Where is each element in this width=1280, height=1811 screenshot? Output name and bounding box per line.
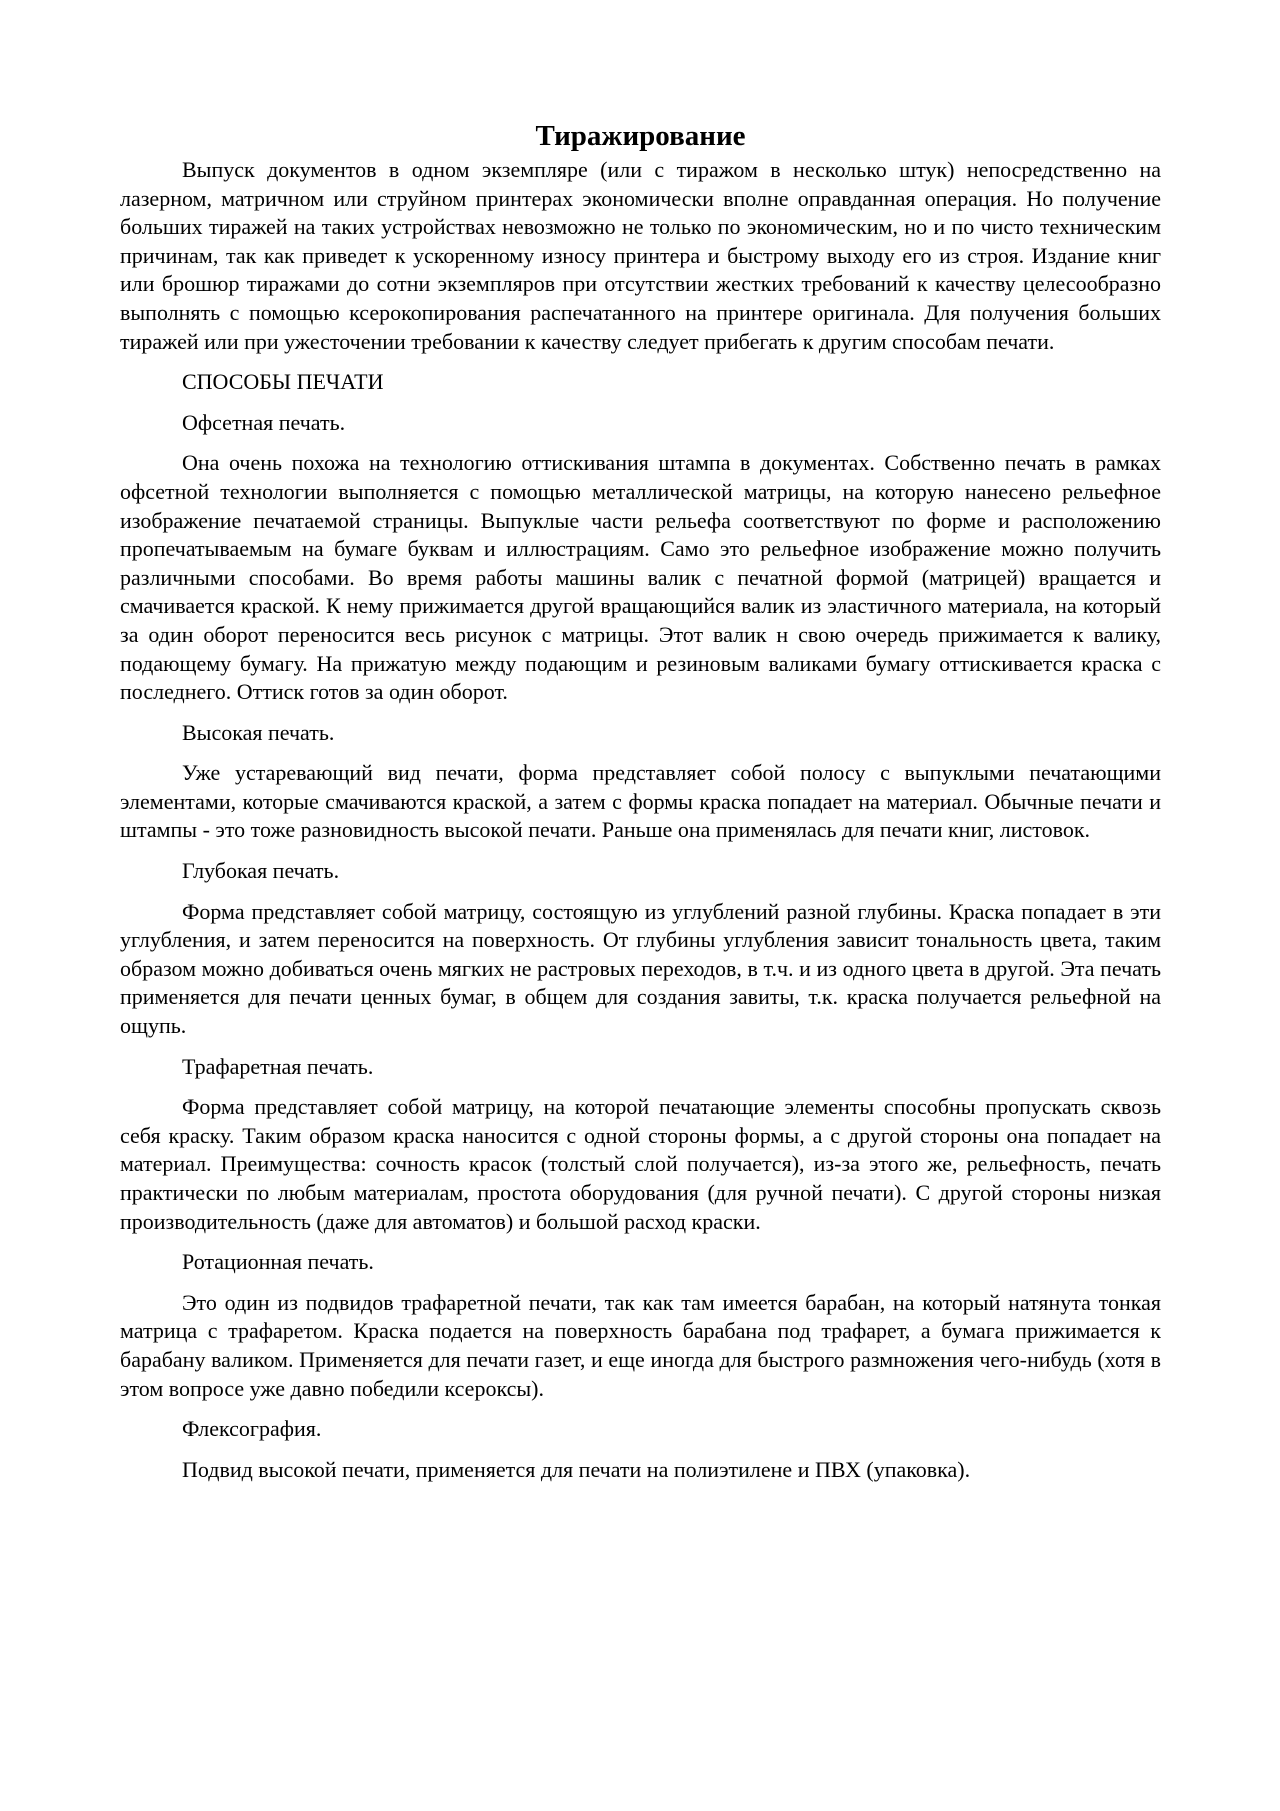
subheading-letterpress: Высокая печать.	[182, 719, 335, 745]
paragraph-screen: Форма представляет собой матрицу, на которой печатающие элементы способны пропускать сквозь себя краску. Таким образом краска наносится с одной стороны формы, а с другой стороны она попадает на материал. Преимущества: сочность красок (толстый слой получается), из-за этого же, рельефность, печать практически по любым материалам, простота оборудования (для ручной печати). С другой стороны низкая производительность (даже для автоматов) и большой расход краски.	[120, 1094, 1161, 1234]
paragraph-letterpress: Уже устаревающий вид печати, форма представляет собой полосу с выпуклыми печатающими элементами, которые смачиваются краской, а затем с формы краска попадает на материал. Обычные печати и штампы - это тоже разновидность высокой печати. Раньше она применялась для печати книг, листовок.	[120, 760, 1161, 843]
page-title: Тиражирование	[535, 120, 746, 152]
subheading-screen: Трафаретная печать.	[182, 1053, 374, 1079]
section-heading-methods: СПОСОБЫ ПЕЧАТИ	[182, 369, 384, 395]
subheading-gravure: Глубокая печать.	[182, 858, 340, 884]
paragraph-gravure: Форма представляет собой матрицу, состоящую из углублений разной глубины. Краска попадает в эти углубления, и затем переносится на поверхность. От глубины углубления зависит тональность цвета, таким образом можно добиваться очень мягких не растровых переходов, в т.ч. и из одного цвета в другой. Эта печать применяется для печати ценных бумаг, в общем для создания завиты, т.к. краска получается рельефной на ощупь.	[120, 898, 1161, 1039]
subheading-offset: Офсетная печать.	[182, 409, 346, 435]
paragraph-offset: Она очень похожа на технологию оттискивания штампа в документах. Собственно печать в рамках офсетной технологии выполняется с помощью металлической матрицы, на которую нанесено рельефное изображение печатаемой страницы. Выпуклые части рельефа соответствуют по форме и расположению пропечатываемым на бумаге буквам и иллюстрациям. Само это рельефное изображение можно получить различными способами. Во время работы машины валик с печатной формой (матрицей) вращается и смачивается краской. К нему прижимается другой вращающийся валик из эластичного материала, на который за один оборот переносится весь рисунок с матрицы. Этот валик н свою очередь прижимается к валику, подающему бумагу. На прижатую между подающим и резиновым валиками бумагу оттискивается краска с последнего. Оттиск готов за один оборот.	[120, 450, 1161, 705]
subheading-rotary: Ротационная печать.	[182, 1249, 374, 1275]
paragraph-flexography: Подвид высокой печати, применяется для печати на полиэтилене и ПВХ (упаковка).	[182, 1456, 971, 1482]
subheading-flexography: Флексография.	[182, 1416, 322, 1442]
document-page	[120, 118, 1161, 1496]
paragraph-rotary: Это один из подвидов трафаретной печати, так как там имеется барабан, на который натянута тонкая матрица с трафаретом. Краска подается на поверхность барабана под трафарет, а бумага прижимается к барабану валиком. Применяется для печати газет, и еще иногда для быстрого размножения чего-нибудь (хотя в этом вопросе уже давно победили ксероксы).	[120, 1289, 1161, 1401]
paragraph-intro: Выпуск документов в одном экземпляре (или с тиражом в несколько штук) непосредственно на лазерном, матричном или струйном принтерах экономически вполне оправданная операция. Но получение больших тиражей на таких устройствах невозможно не только по экономическим, но и по чисто техническим причинам, так как приведет к ускоренному износу принтера и быстрому выходу его из строя. Издание книг или брошюр тиражами до сотни экземпляров при отсутствии жестких требований к качеству целесообразно выполнять с помощью ксерокопирования распечатанного на принтере оригинала. Для получения больших тиражей или при ужесточении требовании к качеству следует прибегать к другим способам печати.	[120, 157, 1161, 354]
